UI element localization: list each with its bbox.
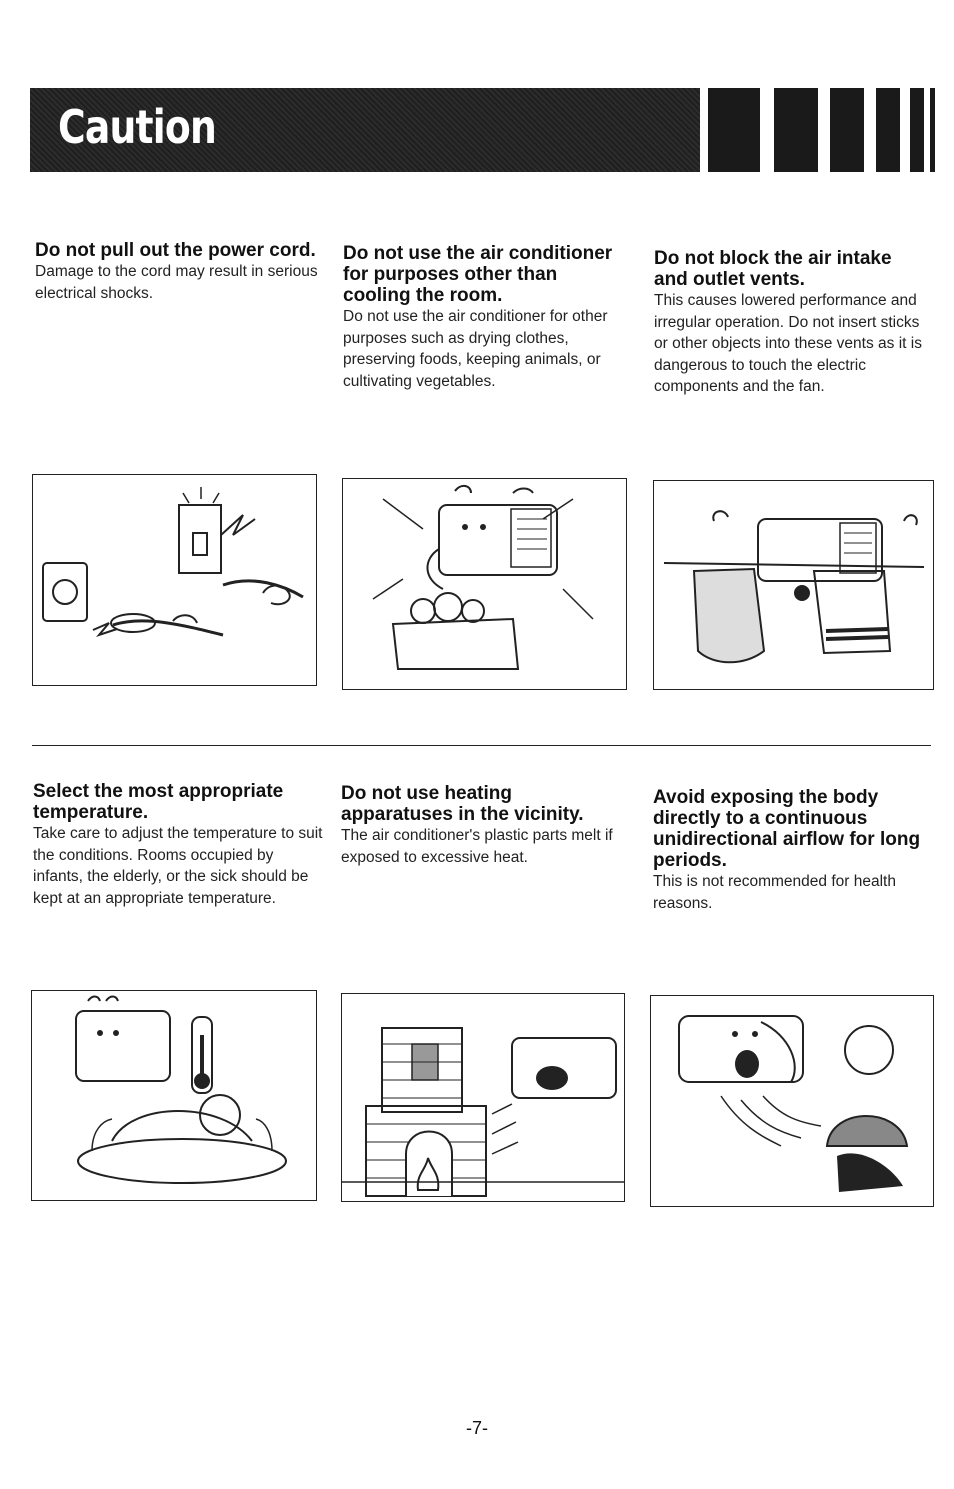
caution-other-purposes bbox=[343, 243, 628, 392]
banner-bar bbox=[708, 88, 760, 172]
banner-bar bbox=[930, 88, 935, 172]
illustration-food-storage bbox=[342, 478, 627, 690]
caution-banner bbox=[30, 88, 935, 172]
section-heading: Do not use heating apparatuses in the vicinity. bbox=[341, 783, 584, 825]
fireplace-drawing bbox=[342, 994, 624, 1201]
food-storage-drawing bbox=[343, 479, 626, 689]
caution-heating bbox=[341, 783, 621, 868]
section-body: The air conditioner's plastic parts melt if exposed to excessive heat. bbox=[341, 827, 613, 866]
banner-bar bbox=[910, 88, 924, 172]
section-divider bbox=[32, 745, 931, 746]
illustration-cold-airflow bbox=[650, 995, 934, 1207]
banner-title: Caution bbox=[58, 100, 216, 154]
illustration-fireplace bbox=[341, 993, 625, 1202]
illustration-drying-clothes bbox=[653, 480, 934, 690]
baby-temperature-drawing bbox=[32, 991, 316, 1200]
section-heading: Do not block the air intake and outlet vents. bbox=[654, 248, 892, 290]
caution-airflow bbox=[653, 787, 928, 914]
section-body: Damage to the cord may result in serious electrical shocks. bbox=[35, 263, 318, 302]
page-number: -7- bbox=[466, 1418, 488, 1438]
cold-airflow-drawing bbox=[651, 996, 933, 1206]
section-body: This is not recommended for health reasons. bbox=[653, 873, 896, 912]
banner-bar bbox=[774, 88, 818, 172]
caution-power-cord bbox=[35, 240, 325, 304]
section-heading: Avoid exposing the body directly to a continuous unidirectional airflow for long periods. bbox=[653, 787, 921, 871]
caution-temperature bbox=[33, 781, 323, 909]
banner-bar bbox=[830, 88, 864, 172]
section-heading: Do not pull out the power cord. bbox=[35, 240, 316, 261]
section-heading: Select the most appropriate temperature. bbox=[33, 781, 284, 823]
caution-block-vents bbox=[654, 248, 929, 398]
illustration-pulling-cord bbox=[32, 474, 317, 686]
section-body: This causes lowered performance and irregular operation. Do not insert sticks or other objects into these vents as it is dangerous to touch the electric components and the fan. bbox=[654, 292, 922, 395]
section-heading: Do not use the air conditioner for purposes other than cooling the room. bbox=[343, 243, 613, 306]
section-body: Do not use the air conditioner for other purposes such as drying clothes, preserving foods, keeping animals, or cultivating vegetables. bbox=[343, 308, 608, 390]
drying-clothes-drawing bbox=[654, 481, 933, 689]
banner-background bbox=[30, 88, 700, 172]
pulling-cord-drawing bbox=[33, 475, 316, 685]
illustration-baby-temperature bbox=[31, 990, 317, 1201]
banner-bar bbox=[876, 88, 900, 172]
section-body: Take care to adjust the temperature to suit the conditions. Rooms occupied by infants, the elderly, or the sick should be kept at an appropriate temperature. bbox=[33, 825, 323, 907]
